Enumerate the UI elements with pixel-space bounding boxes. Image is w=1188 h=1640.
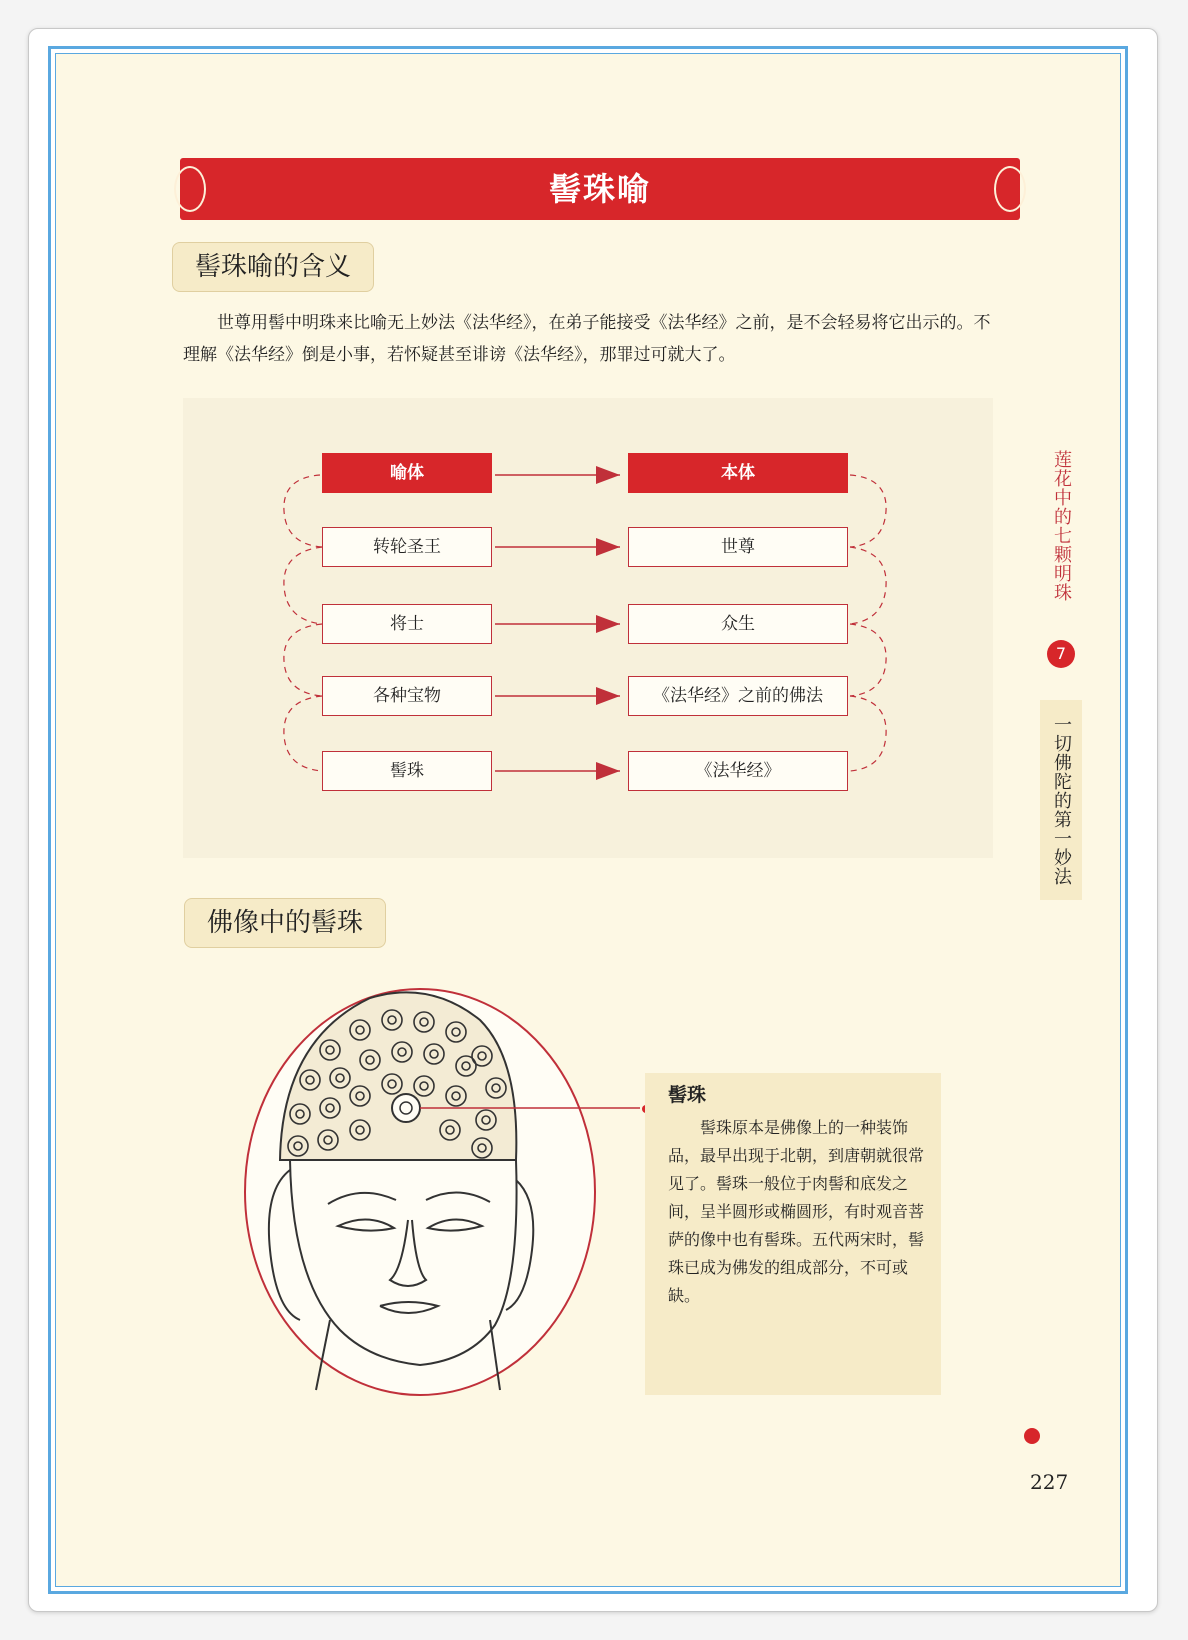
note-text: 髻珠原本是佛像上的一种装饰品，最早出现于北朝，到唐朝就很常见了。髻珠一般位于肉髻和底发之间，呈半圆形或椭圆形，有时观音菩萨的像中也有髻珠。五代两宋时，髻珠已成为佛发的组成部分，不可或缺。 xyxy=(668,1118,925,1305)
page-title: 髻珠喻 xyxy=(548,170,651,208)
diagram-right-box: 《法华经》之前的佛法 xyxy=(628,676,848,716)
intro-paragraph: 世尊用髻中明珠来比喻无上妙法《法华经》，在弟子能接受《法华经》之前，是不会轻易将它出示的。不理解《法华经》倒是小事，若怀疑甚至诽谤《法华经》，那罪过可就大了。 xyxy=(183,313,991,365)
chapter-title: 莲花中的七颗明珠 xyxy=(1051,450,1072,602)
diagram-left-box: 各种宝物 xyxy=(322,676,492,716)
right-loop-4 xyxy=(850,696,886,771)
diagram-right-box: 世尊 xyxy=(628,527,848,567)
right-loop-1 xyxy=(850,475,886,547)
diagram-left-box: 髻珠 xyxy=(322,751,492,791)
section-heading-buddha-statue: 佛像中的髻珠 xyxy=(184,898,386,948)
section-title: 一切佛陀的第一妙法 xyxy=(1051,715,1072,886)
right-loop-3 xyxy=(850,624,886,696)
diagram-header-vehicle: 喻体 xyxy=(322,453,492,493)
buddha-head-illustration xyxy=(220,980,660,1400)
page-marker-icon xyxy=(1024,1428,1040,1444)
page-number: 227 xyxy=(1030,1470,1069,1494)
diagram-right-box: 众生 xyxy=(628,604,848,644)
left-loop-2 xyxy=(284,547,322,624)
left-loop-1 xyxy=(284,475,322,547)
left-loop-4 xyxy=(284,696,322,771)
note-title: 髻珠 xyxy=(668,1084,707,1106)
right-loop-2 xyxy=(850,547,886,624)
left-loop-3 xyxy=(284,624,322,696)
section-heading-meaning: 髻珠喻的含义 xyxy=(172,242,374,292)
chapter-number-badge: 7 xyxy=(1047,640,1075,668)
diagram-right-box: 《法华经》 xyxy=(628,751,848,791)
diagram-left-box: 转轮圣王 xyxy=(322,527,492,567)
diagram-header-tenor: 本体 xyxy=(628,453,848,493)
diagram-left-box: 将士 xyxy=(322,604,492,644)
